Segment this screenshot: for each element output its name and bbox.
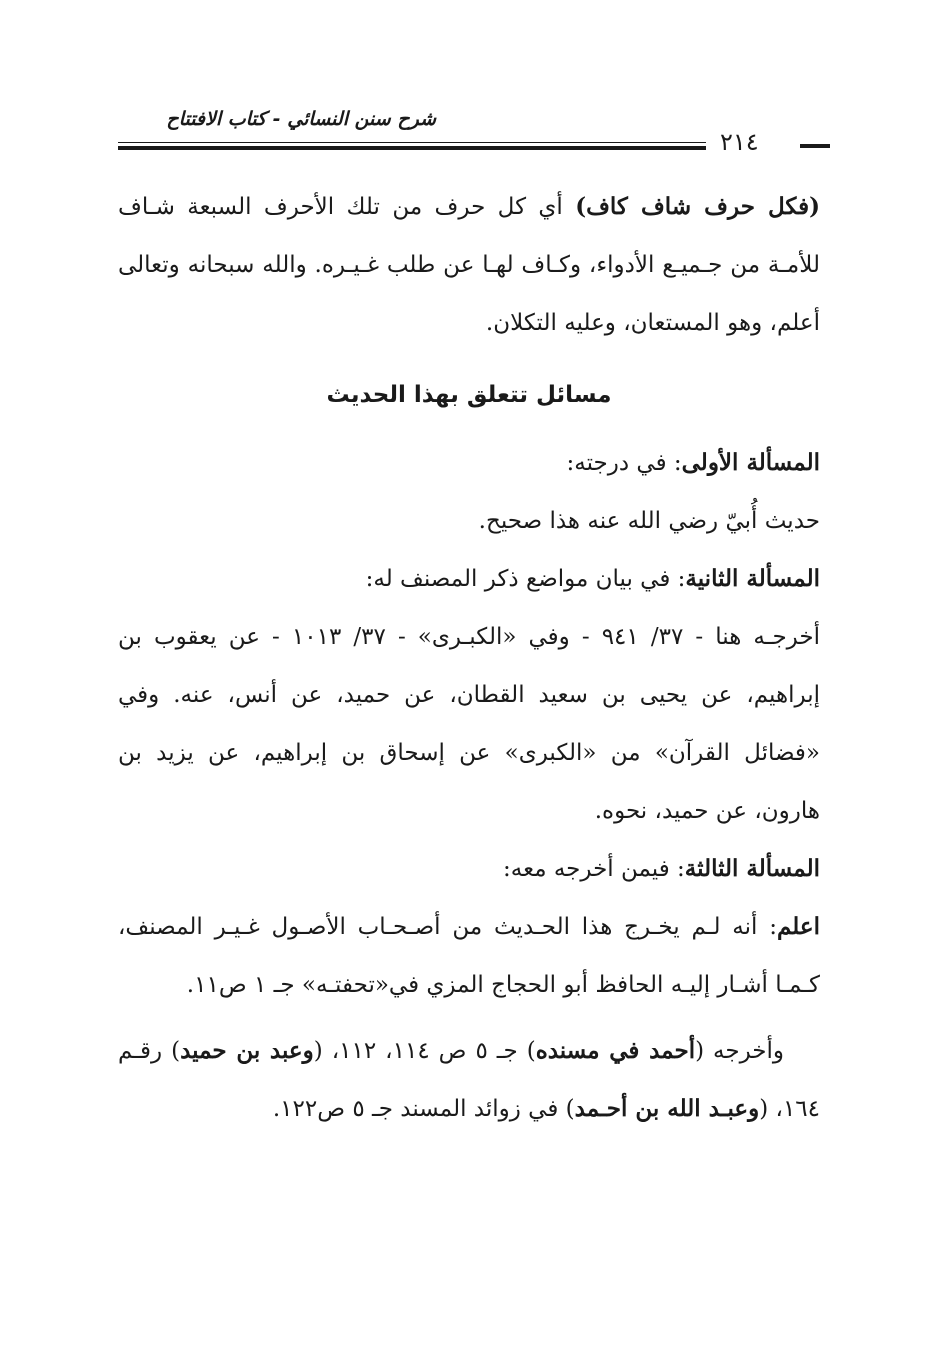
question-1-answer: حديث أُبيّ رضي الله عنه هذا صحيح.: [478, 508, 820, 534]
running-header: [118, 108, 830, 156]
sources-d: ) رقـم ١٦٤، (: [118, 1038, 820, 1122]
page-number: ٢١٤: [720, 128, 759, 156]
paragraph-intro: [118, 178, 820, 352]
section-title: مسائل تتعلق بهذا الحديث: [326, 382, 612, 408]
hadith-quote: (فكل حرف شاف كاف): [575, 193, 820, 220]
question-3-label: المسألة الثالثة: [684, 855, 820, 882]
sources-c: ) جـ ٥ ص ١١٤، ١١٢، (: [313, 1038, 536, 1064]
question-2: [118, 550, 820, 608]
page-number-dash: [800, 144, 830, 148]
page-body: [118, 178, 820, 1138]
source-abd-bin-humayd: وعبد بن حميد: [180, 1037, 314, 1064]
question-2-label: المسألة الثانية: [685, 565, 820, 592]
question-3: [118, 840, 820, 898]
question-1: [118, 434, 820, 492]
spacer: [118, 1014, 820, 1022]
question-3-answer-lead: اعلم: [776, 913, 820, 940]
sources-e: ) في زوائد المسند جـ ٥ ص١٢٢.: [272, 1096, 575, 1122]
source-ahmad: أحمد في مسنده: [535, 1037, 696, 1064]
question-1-label: المسألة الأولى: [681, 449, 820, 476]
paragraph-sources: [118, 1022, 820, 1138]
intro-text: أي كل حرف من تلك الأحرف السبعة شـاف للأمـة من جـميـع الأدواء، وكـاف لهـا عن طلب غـيـره. والله سبحانه وتعالى أعلم، وهو المستعان، وعليه التكلان.: [118, 194, 820, 336]
question-3-text: : فيمن أخرجه معه:: [503, 856, 685, 882]
question-3-answer-text: : أنه لـم يخـرج هذا الحـديث من أصـحـاب الأصـول غـيـر المصنف، كـمـا أشـار إليـه الحافظ أبو الحجاج المزي في«تحفتـه» جـ ١ ص١١.: [118, 914, 820, 998]
sources-a: وأخرجه (: [695, 1038, 784, 1064]
question-3-answer: [118, 898, 820, 1014]
running-header-title: شرح سنن النسائي - كتاب الافتتاح: [166, 108, 436, 130]
question-1-text: : في درجته:: [566, 450, 682, 476]
question-2-text: : في بيان مواضع ذكر المصنف له:: [365, 566, 686, 592]
header-rule-thin: [118, 142, 706, 143]
question-2-answer: أخرجـه هنا - ٣٧/ ٩٤١ - وفي «الكبـرى» - ٣٧/ ١٠١٣ - عن يعقوب بن إبراهيم، عن يحيى بن سعيد القطان، عن حميد، عن أنس، عنه. وفي «فضائل القرآن» من «الكبرى» عن إسحاق بن إبراهيم، عن يزيد بن هارون، عن حميد، نحوه.: [118, 624, 820, 824]
header-rule: [118, 146, 706, 150]
source-abdullah-bin-ahmad: وعبـد الله بن أحـمد: [574, 1095, 760, 1122]
